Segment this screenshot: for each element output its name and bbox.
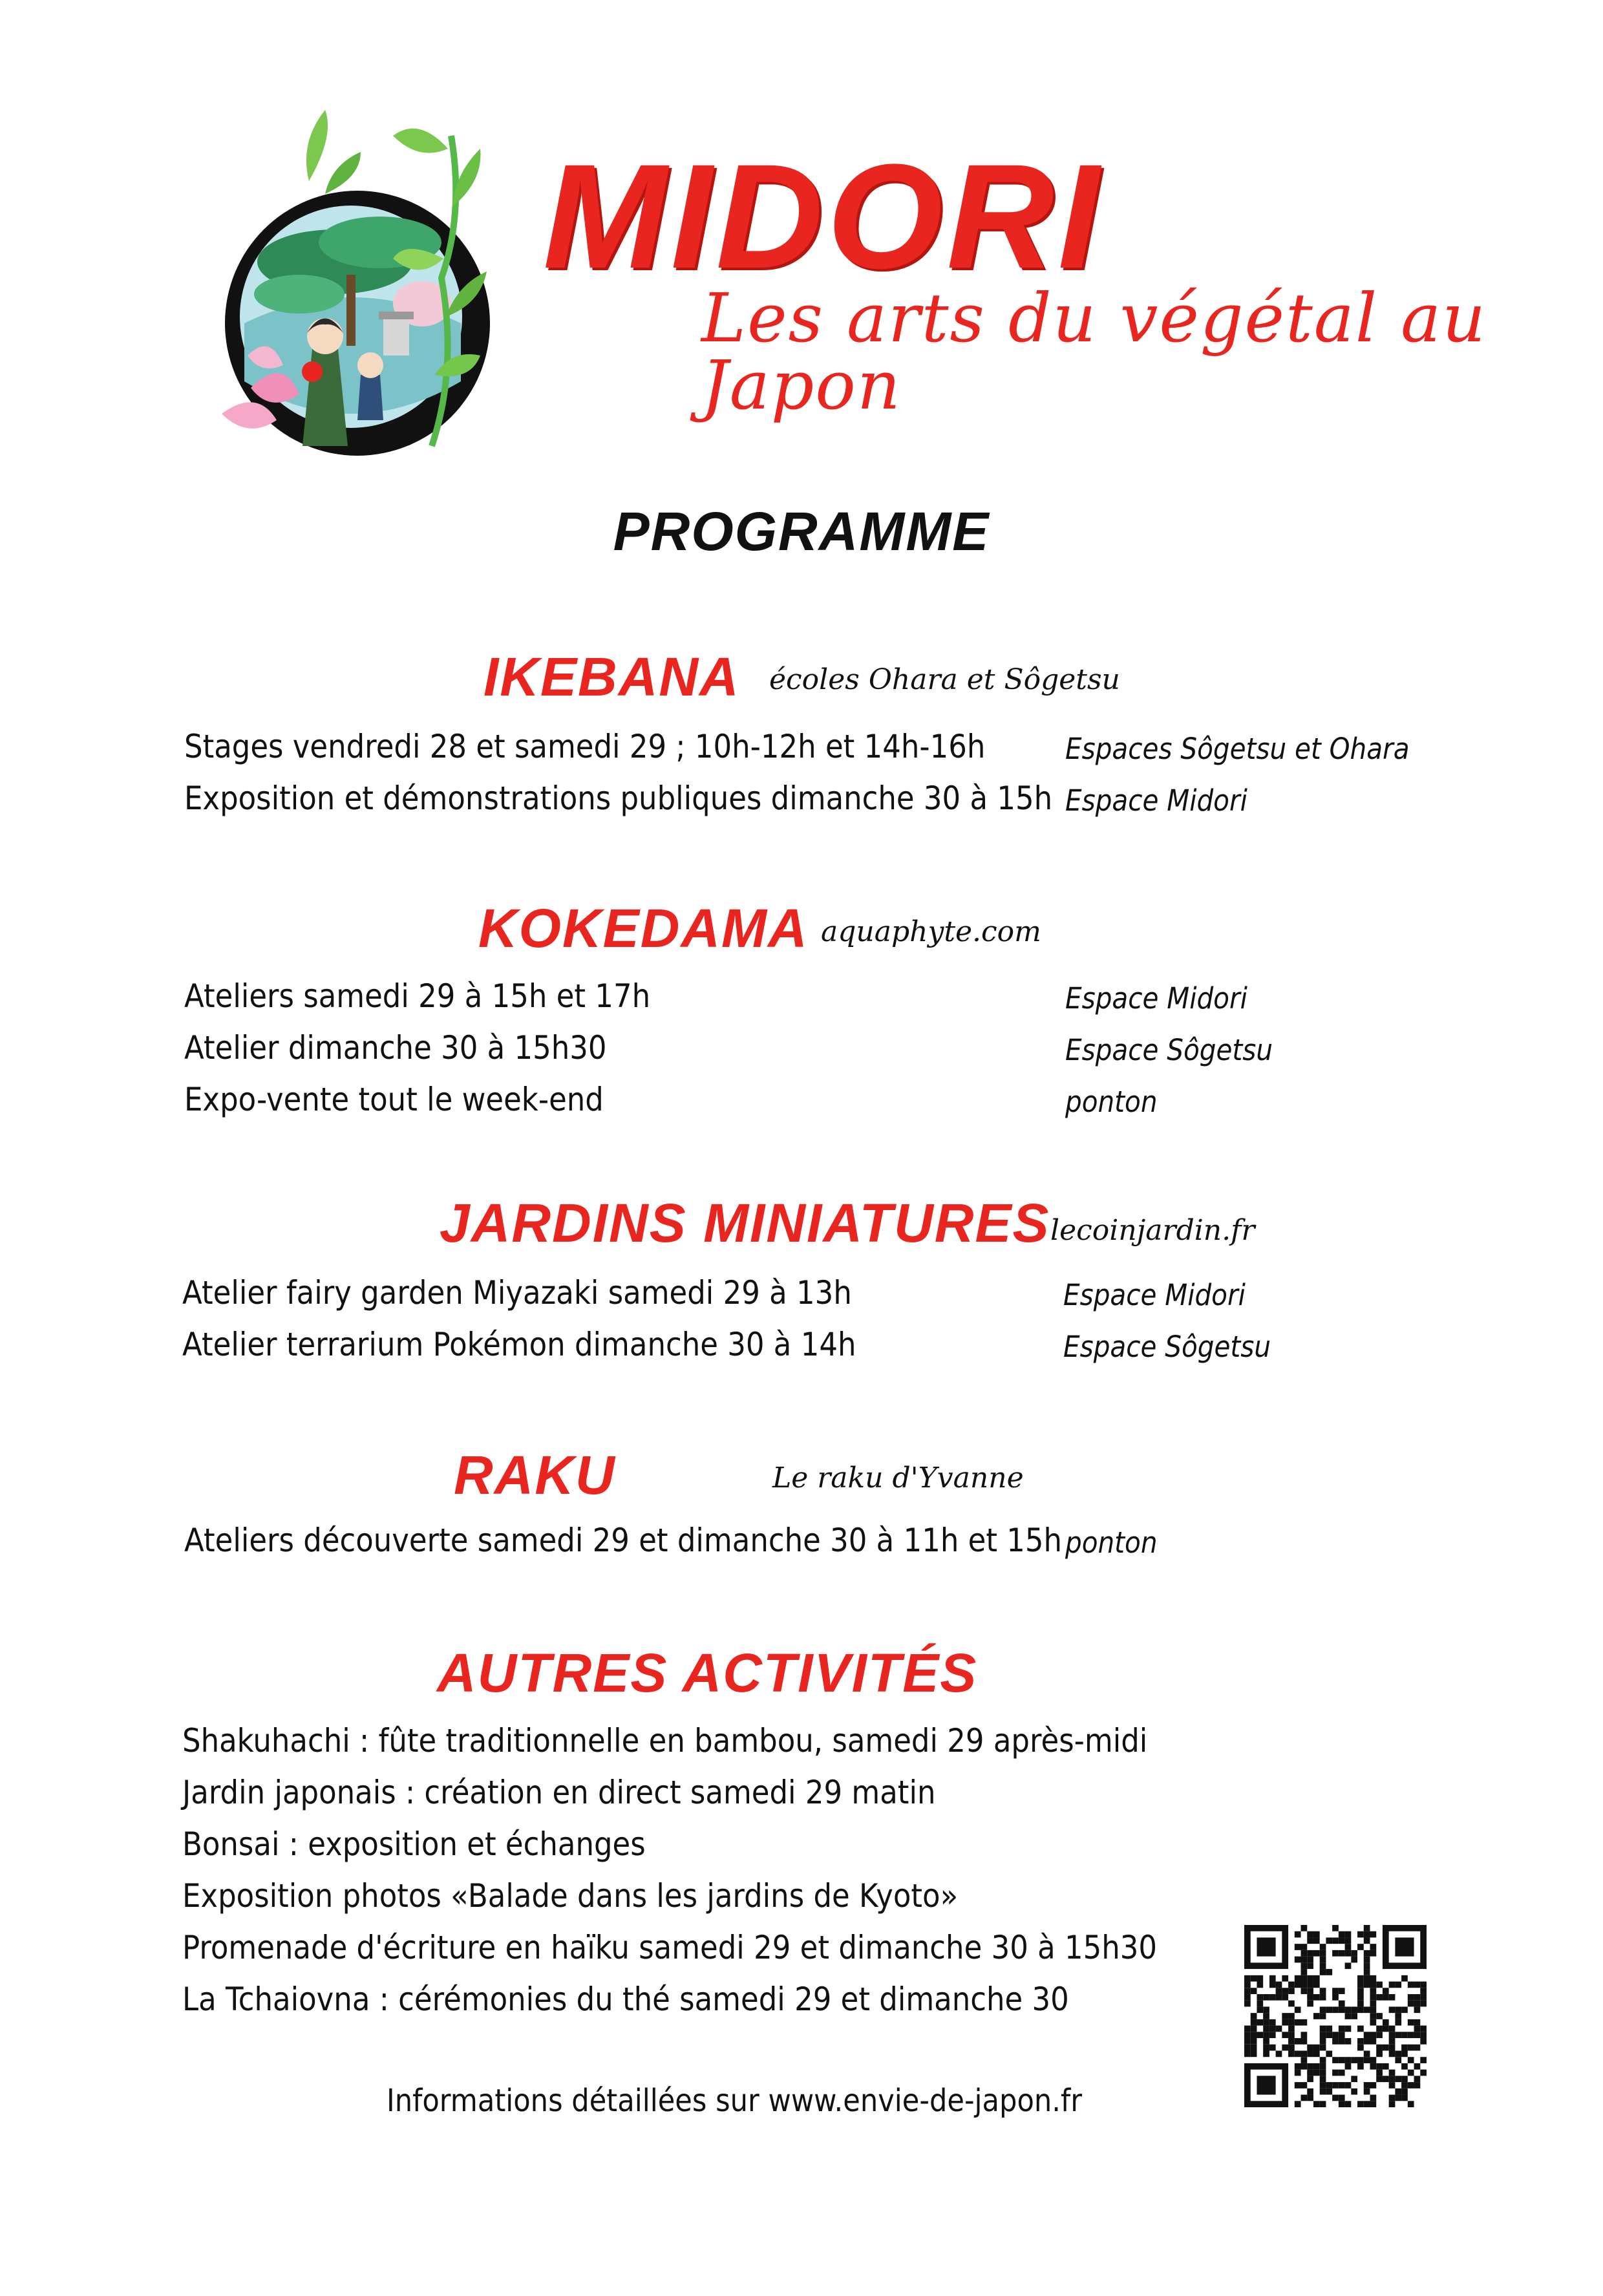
section-partner-jardins-miniatures: lecoinjardin.fr bbox=[1050, 1214, 1255, 1247]
section-title-ikebana: IKEBANA bbox=[483, 646, 740, 707]
schedule-item-place: Espace Sôgetsu bbox=[1063, 1330, 1271, 1364]
schedule-item-place: Espace Midori bbox=[1065, 783, 1247, 818]
activity-item: La Tchaiovna : cérémonies du thé samedi 29 et dimanche 30 bbox=[182, 1981, 1069, 2018]
section-title-jardins-miniatures: JARDINS MINIATURES bbox=[440, 1193, 1050, 1253]
section-partner-raku: Le raku d'Yvanne bbox=[772, 1462, 1024, 1494]
event-title: MIDORI bbox=[543, 133, 1103, 299]
section-partner-kokedama: aquaphyte.com bbox=[821, 915, 1041, 948]
schedule-item-place: Espace Midori bbox=[1063, 1278, 1246, 1312]
schedule-item-text: Ateliers découverte samedi 29 et dimanche 30 à 11h et 15h bbox=[184, 1522, 1063, 1559]
schedule-item-text: Stages vendredi 28 et samedi 29 ; 10h-12h et 14h-16h bbox=[184, 728, 986, 765]
activity-item: Exposition photos «Balade dans les jardins de Kyoto» bbox=[182, 1877, 959, 1915]
section-title-kokedama: KOKEDAMA bbox=[478, 898, 809, 959]
midori-logo-illustration bbox=[186, 110, 490, 472]
qr-code-icon[interactable] bbox=[1244, 1925, 1427, 2107]
event-subtitle: Les arts du végétal au Japon bbox=[701, 279, 1487, 425]
activity-item: Jardin japonais : création en direct samedi 29 matin bbox=[182, 1774, 936, 1811]
programme-heading: PROGRAMME bbox=[613, 501, 990, 562]
schedule-item-text: Exposition et démonstrations publiques dimanche 30 à 15h bbox=[184, 780, 1053, 817]
section-partner-ikebana: écoles Ohara et Sôgetsu bbox=[769, 663, 1120, 696]
section-title-raku: RAKU bbox=[454, 1445, 616, 1505]
schedule-item-place: Espace Sôgetsu bbox=[1065, 1033, 1273, 1067]
schedule-item-text: Atelier fairy garden Miyazaki samedi 29 à 13h bbox=[182, 1274, 852, 1312]
activity-item: Bonsai : exposition et échanges bbox=[182, 1825, 646, 1863]
section-title-autres-activites: AUTRES ACTIVITÉS bbox=[437, 1642, 978, 1703]
schedule-item-text: Atelier terrarium Pokémon dimanche 30 à 14h bbox=[182, 1326, 856, 1363]
schedule-item-text: Expo-vente tout le week-end bbox=[184, 1081, 604, 1118]
schedule-item-place: Espace Midori bbox=[1065, 981, 1247, 1015]
schedule-item-text: Ateliers samedi 29 à 15h et 17h bbox=[184, 977, 651, 1015]
schedule-item-text: Atelier dimanche 30 à 15h30 bbox=[184, 1029, 607, 1067]
activity-item: Promenade d'écriture en haïku samedi 29 et dimanche 30 à 15h30 bbox=[182, 1929, 1158, 1966]
schedule-item-place: Espaces Sôgetsu et Ohara bbox=[1065, 732, 1410, 766]
schedule-item-place: ponton bbox=[1065, 1525, 1158, 1560]
footer-info-link[interactable]: Informations détaillées sur www.envie-de-japon.fr bbox=[387, 2083, 1082, 2119]
schedule-item-place: ponton bbox=[1065, 1085, 1158, 1119]
activity-item: Shakuhachi : fûte traditionnelle en bambou, samedi 29 après-midi bbox=[182, 1722, 1148, 1759]
